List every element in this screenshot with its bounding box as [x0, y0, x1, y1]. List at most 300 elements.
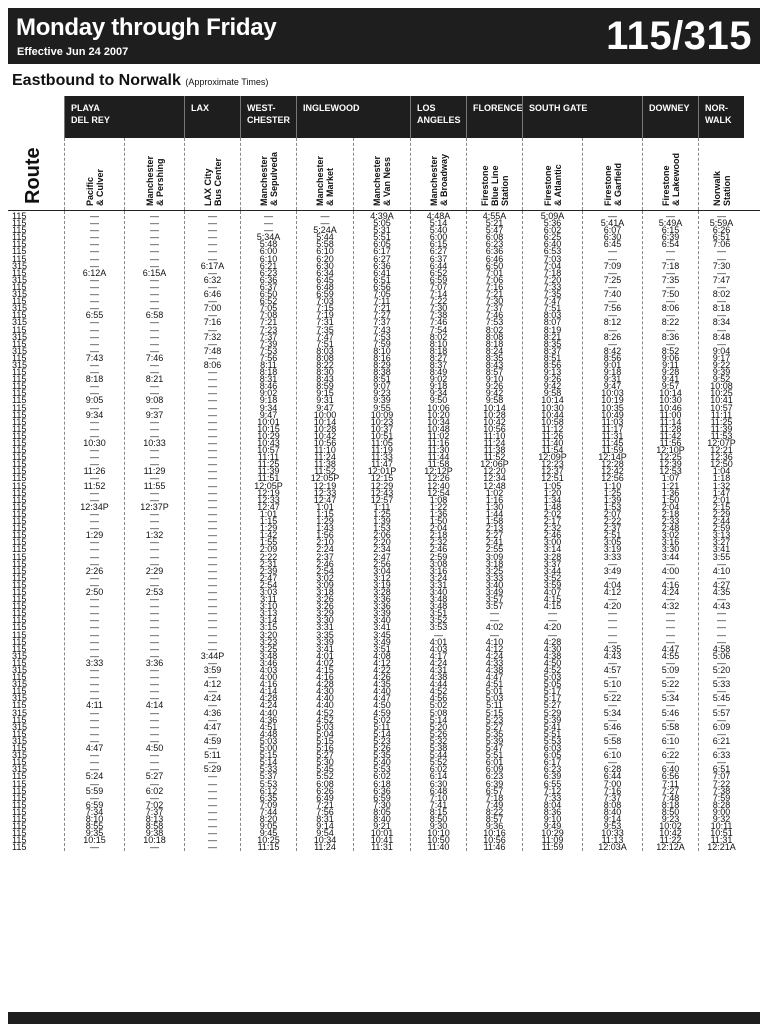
time-cell: 9:11: [662, 359, 679, 370]
time-cell: 3:44P: [200, 650, 225, 661]
time-cell: 1:21: [661, 480, 680, 491]
time-cell: —: [666, 338, 675, 349]
time-cell: 3:44: [543, 565, 562, 576]
time-cell: 2:32: [429, 537, 448, 548]
time-cell: —: [608, 338, 617, 349]
time-cell: 10:37: [370, 423, 394, 434]
time-cell: 11:31: [601, 430, 624, 441]
time-cell: 9:36: [485, 821, 504, 832]
time-cell: 6:36: [259, 274, 278, 285]
time-cell: 5:31: [373, 225, 391, 236]
time-cell: 2:07: [603, 508, 622, 519]
time-cell: 8:18: [712, 303, 731, 314]
time-cell: 7:09: [259, 799, 278, 810]
time-cell: 2:46: [316, 558, 334, 569]
time-cell: —: [90, 324, 99, 335]
time-cell: —: [208, 409, 217, 420]
time-cell: —: [608, 728, 617, 739]
route-number-cell: 115: [12, 778, 27, 789]
time-cell: 3:59: [203, 665, 222, 675]
time-cell: 3:10: [259, 601, 278, 612]
time-cell: 7:14: [429, 289, 448, 300]
time-cell: 10:00: [313, 409, 337, 420]
time-cell: 11:22: [659, 835, 682, 846]
time-cell: —: [150, 643, 159, 654]
route-number-cell: 115: [12, 480, 27, 491]
time-cell: 2:41: [485, 537, 504, 548]
time-cell: 9:38: [145, 828, 164, 839]
route-number-cell: 115: [12, 544, 27, 555]
time-cell: —: [150, 487, 159, 498]
time-cell: 7:33: [543, 792, 562, 803]
time-cell: 9:18: [603, 367, 622, 378]
time-cell: 5:34: [661, 693, 680, 704]
time-cell: —: [150, 728, 159, 739]
time-cell: 3:44: [661, 551, 680, 562]
time-cell: 10:28: [313, 423, 337, 434]
time-cell: 8:46: [259, 381, 278, 392]
time-cell: 2:59: [712, 523, 731, 534]
time-cell: 5:06: [712, 650, 731, 661]
time-cell: —: [208, 778, 217, 789]
time-cell: 7:43: [373, 324, 391, 335]
time-cell: 10:56: [313, 438, 337, 448]
time-cell: 4:38: [543, 650, 562, 661]
time-cell: 3:45: [373, 629, 391, 640]
route-number-cell: 115: [12, 842, 27, 853]
route-number-cell: 115: [12, 558, 27, 569]
footer-bar: [8, 1012, 760, 1024]
time-cell: 11:25: [710, 416, 733, 427]
time-cell: —: [208, 508, 217, 519]
time-cell: 3:24: [429, 572, 448, 583]
time-cell: 4:57: [603, 665, 622, 675]
time-cell: 6:00: [259, 246, 278, 257]
time-cell: —: [90, 714, 99, 725]
time-cell: —: [208, 487, 217, 498]
time-cell: 4:03: [259, 665, 278, 675]
time-cell: 4:40: [316, 700, 334, 711]
route-number-cell: 115: [12, 799, 27, 810]
route-number-cell: 115: [12, 352, 27, 363]
time-cell: 1:42: [259, 530, 278, 541]
time-cell: 5:33: [712, 679, 731, 690]
area-header: NOR- WALK: [698, 96, 744, 138]
route-number-cell: 315: [12, 735, 28, 746]
route-number-cell: 115: [12, 686, 27, 697]
time-cell: —: [666, 267, 675, 278]
time-cell: 10:25: [257, 835, 280, 846]
time-cell: 3:23: [259, 636, 278, 647]
time-cell: 10:34: [313, 835, 337, 846]
time-cell: 6:21: [712, 735, 731, 746]
time-cell: 10:29: [541, 828, 564, 839]
time-cell: 6:49: [316, 792, 334, 803]
route-number-cell: 115: [12, 813, 27, 824]
time-cell: 5:44: [316, 232, 334, 243]
time-cell: 9:45: [259, 828, 278, 839]
time-cell: 6:23: [543, 764, 562, 775]
time-cell: 12:53: [659, 466, 682, 477]
route-number-cell: 115: [12, 828, 27, 839]
time-cell: —: [90, 487, 99, 498]
time-cell: 8:13: [145, 813, 164, 824]
time-cell: 6:03: [543, 743, 562, 754]
time-cell: —: [90, 423, 99, 434]
time-cell: 6:02: [543, 225, 562, 236]
time-cell: —: [150, 459, 159, 470]
time-cell: 10:51: [370, 430, 394, 441]
time-cell: 7:01: [485, 267, 504, 278]
time-cell: 2:22: [603, 516, 622, 527]
time-cell: 8:42: [603, 345, 622, 356]
time-cell: 9:10: [485, 374, 504, 385]
time-cell: 11:39: [710, 423, 733, 434]
time-cell: 8:18: [259, 367, 278, 378]
stop-name: Manchester & Broadway: [428, 153, 449, 206]
time-cell: 3:37: [543, 558, 562, 569]
time-cell: 7:00: [603, 778, 622, 789]
time-cell: 11:51: [257, 473, 280, 484]
time-cell: 12:29: [370, 480, 394, 491]
time-cell: 10:56: [483, 835, 506, 846]
time-cell: —: [666, 324, 675, 335]
time-cell: —: [608, 253, 617, 264]
time-cell: 3:29: [316, 608, 334, 619]
time-cell: 5:23: [373, 735, 391, 746]
time-cell: —: [150, 665, 159, 675]
time-cell: 4:59: [203, 735, 222, 746]
time-cell: —: [150, 338, 159, 349]
time-cell: 3:18: [485, 558, 504, 569]
time-cell: —: [208, 799, 217, 810]
time-cell: 7:07: [712, 771, 731, 782]
time-cell: —: [717, 636, 726, 647]
time-cell: 2:18: [429, 530, 448, 541]
time-cell: —: [717, 728, 726, 739]
time-cell: 8:29: [373, 359, 391, 370]
time-cell: —: [208, 473, 217, 484]
time-cell: 7:31: [316, 317, 334, 328]
time-cell: —: [90, 643, 99, 654]
time-cell: —: [90, 381, 99, 392]
time-cell: 4:30: [543, 643, 562, 654]
time-cell: —: [666, 608, 675, 619]
time-cell: —: [608, 594, 617, 605]
time-cell: 1:20: [543, 487, 562, 498]
time-cell: —: [666, 211, 675, 221]
time-cell: 3:52: [429, 615, 448, 626]
time-cell: 5:14: [429, 714, 448, 725]
time-cell: —: [150, 735, 159, 746]
time-cell: 3:26: [316, 594, 334, 605]
time-cell: —: [90, 232, 99, 243]
time-cell: —: [90, 601, 99, 612]
time-cell: 2:13: [485, 523, 504, 534]
time-cell: —: [90, 296, 99, 307]
time-cell: 1:50: [661, 494, 680, 505]
time-cell: 1:36: [429, 508, 448, 519]
time-cell: 3:19: [603, 544, 622, 555]
time-cell: 4:12: [373, 657, 391, 668]
time-cell: 10:02: [659, 821, 682, 832]
area-header: FLORENCE: [466, 96, 522, 138]
time-cell: —: [208, 821, 217, 832]
time-cell: 6:23: [259, 267, 278, 278]
time-cell: 5:21: [485, 218, 504, 229]
time-cell: 4:50: [373, 700, 391, 711]
time-cell: 6:59: [316, 289, 334, 300]
time-cell: 3:31: [316, 622, 334, 633]
time-cell: —: [208, 572, 217, 583]
time-cell: 9:42: [485, 388, 504, 399]
time-cell: 8:03: [543, 310, 562, 321]
time-cell: —: [208, 608, 217, 619]
time-cell: 6:32: [203, 274, 222, 285]
route-number-cell: 115: [12, 246, 27, 257]
time-cell: 12:05P: [310, 473, 340, 484]
time-cell: 9:34: [85, 409, 104, 420]
time-cell: 4:48A: [426, 211, 451, 221]
route-number-cell: 115: [12, 608, 27, 619]
time-cell: 6:37: [429, 253, 448, 264]
time-cell: 11:59: [601, 445, 624, 456]
time-cell: 12:50: [710, 459, 733, 470]
time-cell: 1:29: [85, 530, 104, 541]
time-cell: 1:16: [485, 494, 504, 505]
time-cell: 8:50: [661, 806, 680, 817]
time-cell: 12:05P: [254, 480, 283, 491]
time-cell: 5:39: [543, 714, 562, 725]
time-cell: 1:32: [712, 480, 731, 491]
route-number-cell: 315: [12, 274, 28, 285]
time-cell: 7:37: [603, 792, 622, 803]
time-cell: 12:36: [710, 452, 733, 463]
time-cell: 7:25: [603, 274, 622, 285]
route-number-cell: 115: [12, 374, 27, 385]
time-cell: 8:21: [145, 374, 164, 385]
time-cell: 12:20: [483, 466, 506, 477]
time-cell: —: [90, 338, 99, 349]
time-cell: 1:48: [543, 501, 562, 512]
time-cell: 10:14: [659, 388, 682, 399]
time-cell: —: [90, 459, 99, 470]
route-number-cell: 315: [12, 750, 28, 761]
time-cell: 12:19: [257, 487, 280, 498]
time-cell: —: [90, 239, 99, 250]
route-number-cell: 115: [12, 806, 27, 817]
time-cell: —: [90, 728, 99, 739]
time-cell: 9:50: [429, 395, 448, 406]
time-cell: 6:05: [373, 239, 391, 250]
time-cell: 1:15: [259, 516, 278, 527]
time-cell: 1:15: [316, 508, 334, 519]
time-cell: —: [150, 842, 159, 853]
time-cell: 9:22: [712, 359, 731, 370]
time-cell: 4:43: [712, 601, 731, 612]
time-cell: —: [90, 473, 99, 484]
time-cell: 12:33: [257, 494, 280, 505]
route-number-cell: 115: [12, 516, 27, 527]
time-cell: 7:39: [259, 338, 278, 349]
time-cell: 4:38: [485, 665, 504, 675]
time-cell: —: [90, 367, 99, 378]
stop-times-column: [296, 211, 353, 851]
time-cell: 5:38: [429, 743, 448, 754]
time-cell: 4:24: [485, 650, 504, 661]
time-cell: —: [208, 806, 217, 817]
time-cell: —: [208, 523, 217, 534]
time-cell: —: [208, 501, 217, 512]
time-cell: 7:23: [259, 324, 278, 335]
time-cell: —: [666, 558, 675, 569]
route-number-cell: 115: [12, 629, 27, 640]
time-cell: 6:10: [603, 750, 622, 761]
time-cell: 9:17: [712, 352, 731, 363]
time-cell: 9:00: [712, 806, 731, 817]
time-cell: —: [208, 416, 217, 427]
time-cell: —: [150, 544, 159, 555]
time-cell: —: [208, 686, 217, 697]
time-cell: 3:55: [712, 551, 731, 562]
time-cell: 8:22: [485, 806, 504, 817]
time-cell: —: [208, 771, 217, 782]
time-cell: 1:04: [712, 466, 731, 477]
time-cell: 10:14: [313, 416, 337, 427]
time-cell: —: [608, 558, 617, 569]
route-number-cell: 115: [12, 416, 27, 427]
time-cell: —: [208, 586, 217, 597]
route-number-cell: 115: [12, 225, 27, 236]
time-cell: 12:06P: [480, 459, 509, 470]
time-cell: 11:39: [257, 466, 280, 477]
time-cell: 5:34: [603, 707, 622, 718]
route-number-cell: 115: [12, 530, 27, 541]
time-cell: —: [150, 225, 159, 236]
time-cell: 5:09: [661, 665, 680, 675]
time-cell: 11:52: [314, 466, 336, 477]
time-cell: 7:53: [373, 331, 391, 342]
time-cell: 7:15: [316, 303, 334, 314]
time-cell: 11:52: [483, 452, 506, 463]
time-cell: 3:15: [259, 622, 278, 633]
route-number-cell: 115: [12, 622, 27, 633]
time-cell: —: [150, 359, 159, 370]
time-cell: 4:16: [259, 679, 278, 690]
time-cell: 11:42: [659, 430, 682, 441]
time-cell: 7:41: [429, 799, 448, 810]
time-cell: 9:39: [712, 367, 731, 378]
time-cell: 1:58: [485, 516, 504, 527]
time-cell: 5:11: [204, 750, 221, 761]
time-cell: 3:40: [429, 586, 448, 597]
time-cell: 6:01: [485, 757, 504, 768]
direction-heading: [12, 72, 268, 90]
time-cell: 5:53: [543, 735, 562, 746]
time-cell: 5:32: [429, 735, 448, 746]
schedule-title: Monday through Friday: [16, 14, 277, 41]
time-cell: —: [717, 743, 726, 754]
time-cell: —: [90, 359, 99, 370]
time-cell: —: [208, 828, 217, 839]
time-cell: 9:58: [485, 395, 504, 406]
time-cell: 3:26: [316, 601, 334, 612]
time-cell: 6:46: [485, 253, 504, 264]
time-cell: —: [666, 296, 675, 307]
time-cell: 12:47: [313, 494, 337, 505]
time-cell: 9:54: [316, 828, 334, 839]
time-cell: 11:03: [601, 416, 624, 427]
time-cell: 6:09: [712, 721, 731, 732]
time-cell: 4:48: [259, 728, 278, 739]
time-cell: 10:16: [483, 828, 506, 839]
time-cell: 10:30: [83, 438, 106, 448]
route-number-cell: 115: [12, 714, 27, 725]
time-cell: 5:47: [485, 225, 504, 236]
time-cell: 6:33: [712, 750, 731, 761]
time-cell: 4:02: [485, 622, 504, 633]
time-cell: 8:06: [203, 359, 222, 370]
time-cell: —: [90, 572, 99, 583]
area-header: DOWNEY: [642, 96, 698, 138]
time-cell: 3:28: [543, 551, 562, 562]
stop-name: Firestone & Atlantic: [542, 164, 563, 206]
time-cell: —: [208, 594, 217, 605]
time-cell: 7:46: [145, 352, 164, 363]
time-cell: —: [208, 672, 217, 683]
time-cell: 6:39: [485, 778, 504, 789]
time-cell: —: [150, 650, 159, 661]
time-cell: 12:10P: [656, 445, 685, 456]
time-cell: 1:10: [603, 480, 622, 491]
time-cell: —: [608, 714, 617, 725]
time-cell: 10:01: [257, 416, 280, 427]
time-cell: 9:06: [661, 352, 680, 363]
route-number-cell: 115: [12, 572, 27, 583]
time-cell: 6:50: [485, 260, 504, 271]
time-cell: —: [666, 615, 675, 626]
time-cell: —: [90, 764, 99, 775]
time-cell: 4:15: [543, 601, 562, 612]
time-cell: 7:10: [429, 792, 448, 803]
time-cell: 9:32: [712, 813, 731, 824]
time-cell: 6:00: [429, 232, 448, 243]
route-number-cell: 115: [12, 728, 27, 739]
time-cell: 4:51: [485, 679, 504, 690]
time-cell: —: [208, 714, 217, 725]
time-cell: 11:31: [710, 835, 733, 846]
time-cell: 7:21: [373, 303, 391, 314]
time-cell: 9:35: [85, 828, 104, 839]
time-cell: 8:10: [429, 338, 448, 349]
time-cell: 5:33: [259, 764, 278, 775]
time-cell: 9:05: [85, 395, 104, 406]
time-cell: —: [717, 686, 726, 697]
time-cell: 11:10: [483, 430, 506, 441]
time-cell: 12:03A: [598, 842, 627, 853]
time-cell: 8:57: [485, 813, 504, 824]
route-header-cell: [8, 138, 64, 210]
time-cell: —: [150, 537, 159, 548]
time-cell: 9:42: [543, 381, 562, 392]
time-cell: 11:00: [659, 409, 682, 420]
time-cell: 7:02: [145, 799, 164, 810]
time-cell: 12:01P: [367, 466, 397, 477]
time-cell: —: [150, 381, 159, 392]
time-cell: 1:32: [145, 530, 164, 541]
time-cell: 5:14: [429, 218, 448, 229]
time-cell: 3:57: [485, 601, 504, 612]
